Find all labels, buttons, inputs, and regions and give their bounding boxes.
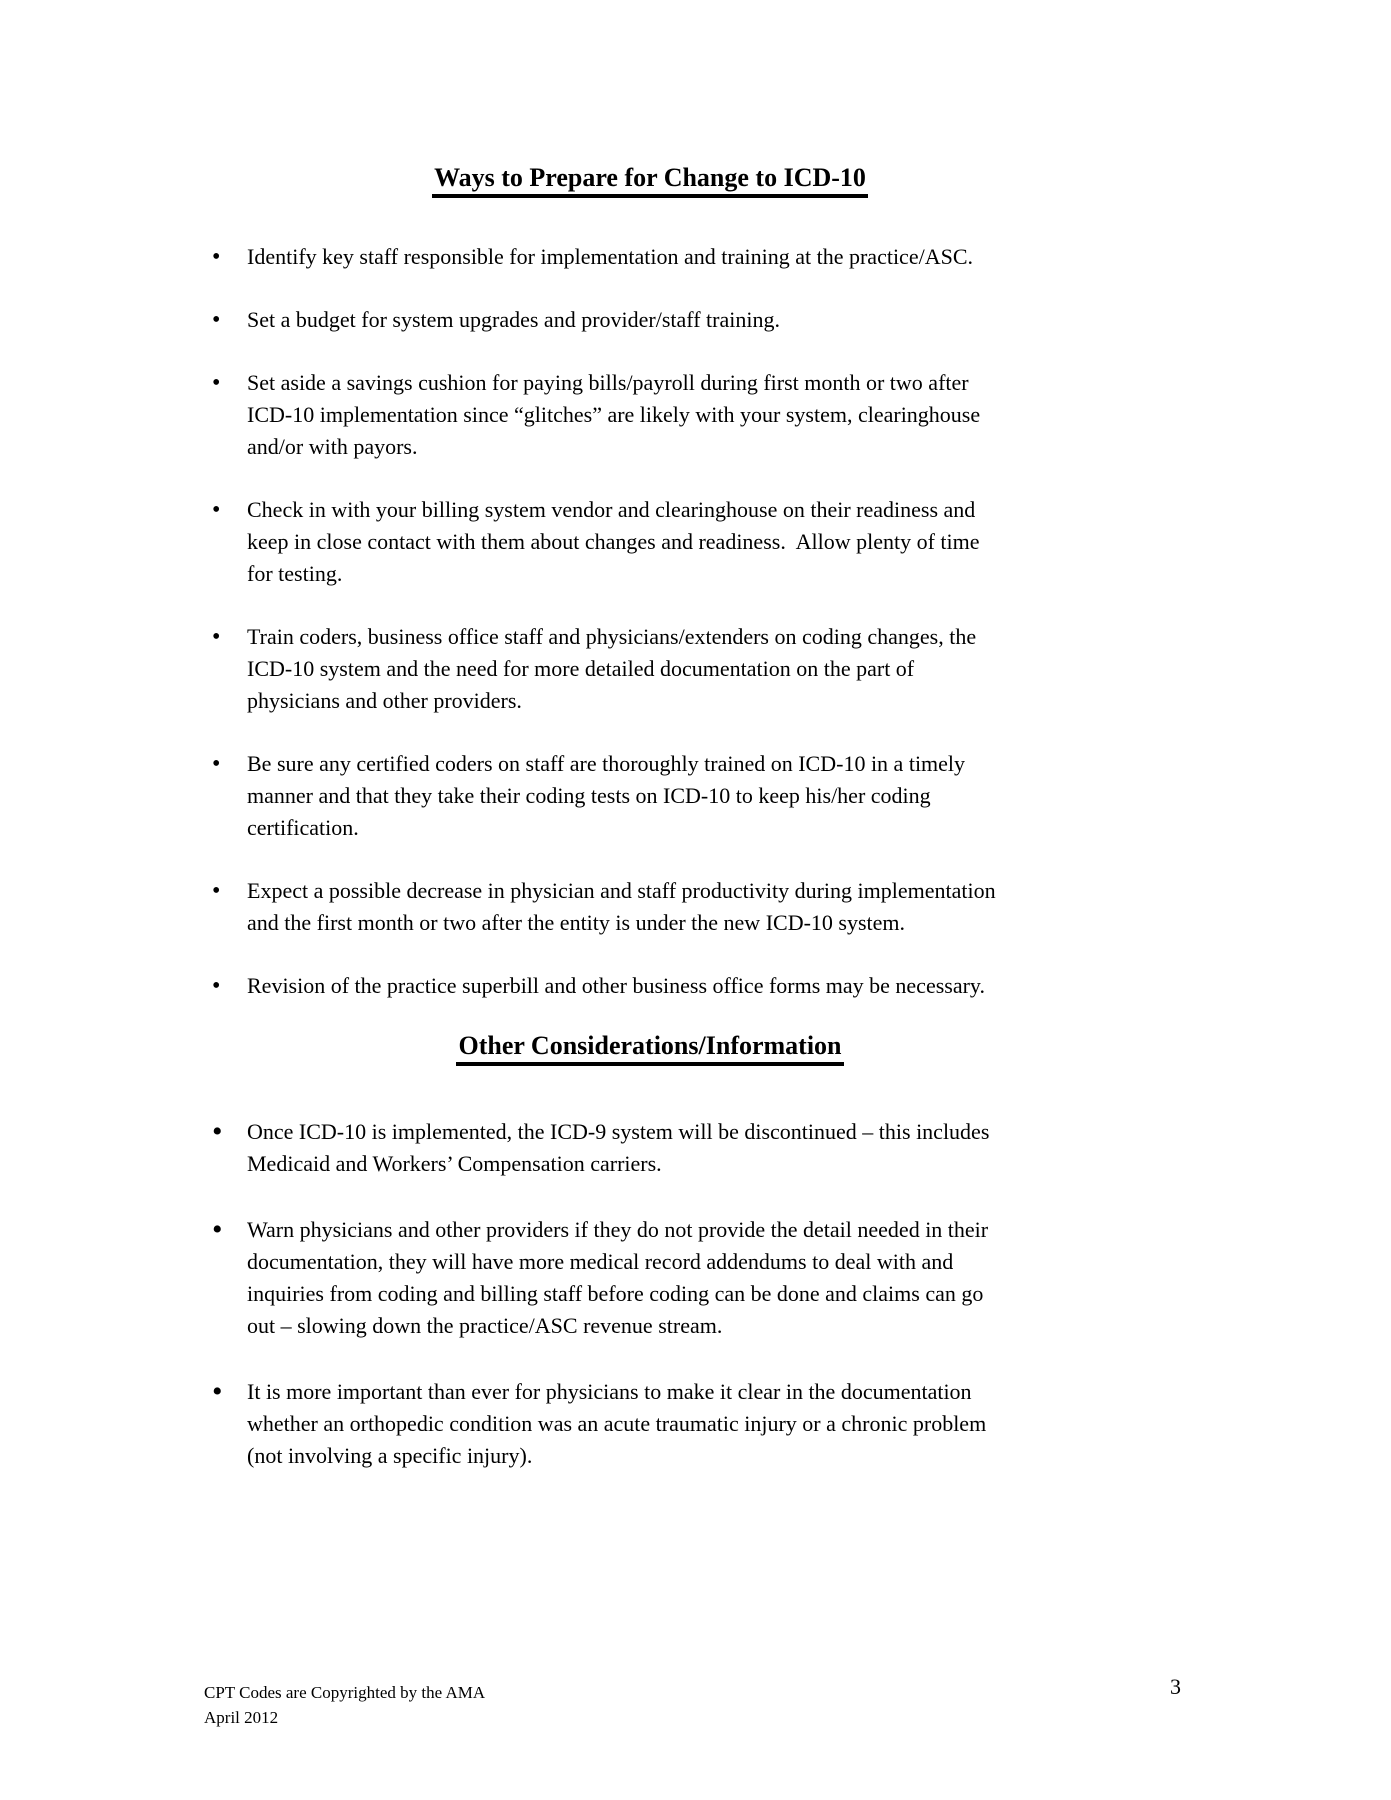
- bullet-text-line: Identify key staff responsible for implementation and training at the practice/ASC.: [247, 244, 973, 269]
- page-number: 3: [1170, 1674, 1181, 1699]
- bullet-icon: •: [212, 497, 221, 523]
- section-title-other-considerations: [207, 1031, 1093, 1066]
- bullet-text-line: whether an orthopedic condition was an acute traumatic injury or a chronic problem: [247, 1411, 987, 1436]
- bullet-item: [207, 1116, 1167, 1180]
- bullet-text-line: inquiries from coding and billing staff before coding can be done and claims can go: [247, 1281, 984, 1306]
- bullet-text-line: Check in with your billing system vendor and clearinghouse on their readiness and: [247, 497, 976, 522]
- bullet-text-line: Train coders, business office staff and physicians/extenders on coding changes, the: [247, 624, 977, 649]
- bullet-item: [207, 748, 1167, 844]
- bullet-text-line: and/or with payors.: [247, 434, 418, 459]
- bullet-text-line: (not involving a specific injury).: [247, 1443, 533, 1468]
- bullet-text-line: ICD-10 implementation since “glitches” are likely with your system, clearinghouse: [247, 402, 981, 427]
- bullet-icon: •: [212, 878, 221, 904]
- bullet-icon: •: [212, 307, 221, 333]
- bullet-text: [247, 367, 1167, 463]
- bullet-text: [247, 1214, 1167, 1342]
- bullet-item: [207, 970, 1167, 1002]
- bullet-text-line: physicians and other providers.: [247, 688, 522, 713]
- section-title-text: Other Considerations/Information: [456, 1031, 843, 1066]
- bullet-text-line: Expect a possible decrease in physician and staff productivity during implementation: [247, 878, 996, 903]
- bullet-text: [247, 970, 1167, 1002]
- bullet-item: [207, 367, 1167, 463]
- bullet-text-line: ICD-10 system and the need for more detailed documentation on the part of: [247, 656, 915, 681]
- bullet-item: [207, 621, 1167, 717]
- bullet-list-other-considerations: [207, 1116, 1167, 1506]
- bullet-icon: •: [212, 973, 221, 999]
- bullet-text-line: Set aside a savings cushion for paying bills/payroll during first month or two after: [247, 370, 969, 395]
- bullet-text-line: keep in close contact with them about changes and readiness. Allow plenty of time: [247, 529, 980, 554]
- section-title-text: Ways to Prepare for Change to ICD-10: [432, 163, 868, 198]
- bullet-text-line: It is more important than ever for physicians to make it clear in the documentation: [247, 1379, 972, 1404]
- bullet-list-ways-to-prepare: [207, 241, 1167, 1033]
- bullet-icon: •: [212, 751, 221, 777]
- footer-copyright: CPT Codes are Copyrighted by the AMA: [204, 1683, 486, 1702]
- bullet-text-line: out – slowing down the practice/ASC revenue stream.: [247, 1313, 723, 1338]
- bullet-text-line: Set a budget for system upgrades and provider/staff training.: [247, 307, 780, 332]
- bullet-text-line: Once ICD-10 is implemented, the ICD-9 system will be discontinued – this includes: [247, 1119, 990, 1144]
- bullet-icon: •: [212, 1375, 223, 1408]
- bullet-text-line: documentation, they will have more medical record addendums to deal with and: [247, 1249, 954, 1274]
- bullet-item: [207, 494, 1167, 590]
- bullet-item: [207, 304, 1167, 336]
- bullet-text-line: for testing.: [247, 561, 343, 586]
- bullet-icon: •: [212, 1115, 223, 1148]
- bullet-icon: •: [212, 624, 221, 650]
- bullet-text: [247, 304, 1167, 336]
- bullet-text-line: and the first month or two after the entity is under the new ICD-10 system.: [247, 910, 906, 935]
- bullet-icon: •: [212, 370, 221, 396]
- bullet-text: [247, 241, 1167, 273]
- bullet-item: [207, 875, 1167, 939]
- bullet-text-line: manner and that they take their coding tests on ICD-10 to keep his/her coding: [247, 783, 931, 808]
- bullet-item: [207, 1376, 1167, 1472]
- bullet-text: [247, 1116, 1167, 1180]
- bullet-text: [247, 621, 1167, 717]
- bullet-icon: •: [212, 244, 221, 270]
- bullet-text: [247, 748, 1167, 844]
- bullet-text-line: Be sure any certified coders on staff are thoroughly trained on ICD-10 in a timely: [247, 751, 966, 776]
- bullet-text-line: Warn physicians and other providers if they do not provide the detail needed in their: [247, 1217, 989, 1242]
- bullet-text: [247, 494, 1167, 590]
- bullet-text: [247, 1376, 1167, 1472]
- footer-date: April 2012: [204, 1708, 279, 1727]
- bullet-text: [247, 875, 1167, 939]
- bullet-text-line: Medicaid and Workers’ Compensation carriers.: [247, 1151, 662, 1176]
- bullet-text-line: Revision of the practice superbill and other business office forms may be necessary.: [247, 973, 985, 998]
- bullet-text-line: certification.: [247, 815, 359, 840]
- bullet-icon: •: [212, 1213, 223, 1246]
- bullet-item: [207, 1214, 1167, 1342]
- section-title-ways-to-prepare: [207, 163, 1093, 198]
- page-footer: [204, 1680, 485, 1730]
- bullet-item: [207, 241, 1167, 273]
